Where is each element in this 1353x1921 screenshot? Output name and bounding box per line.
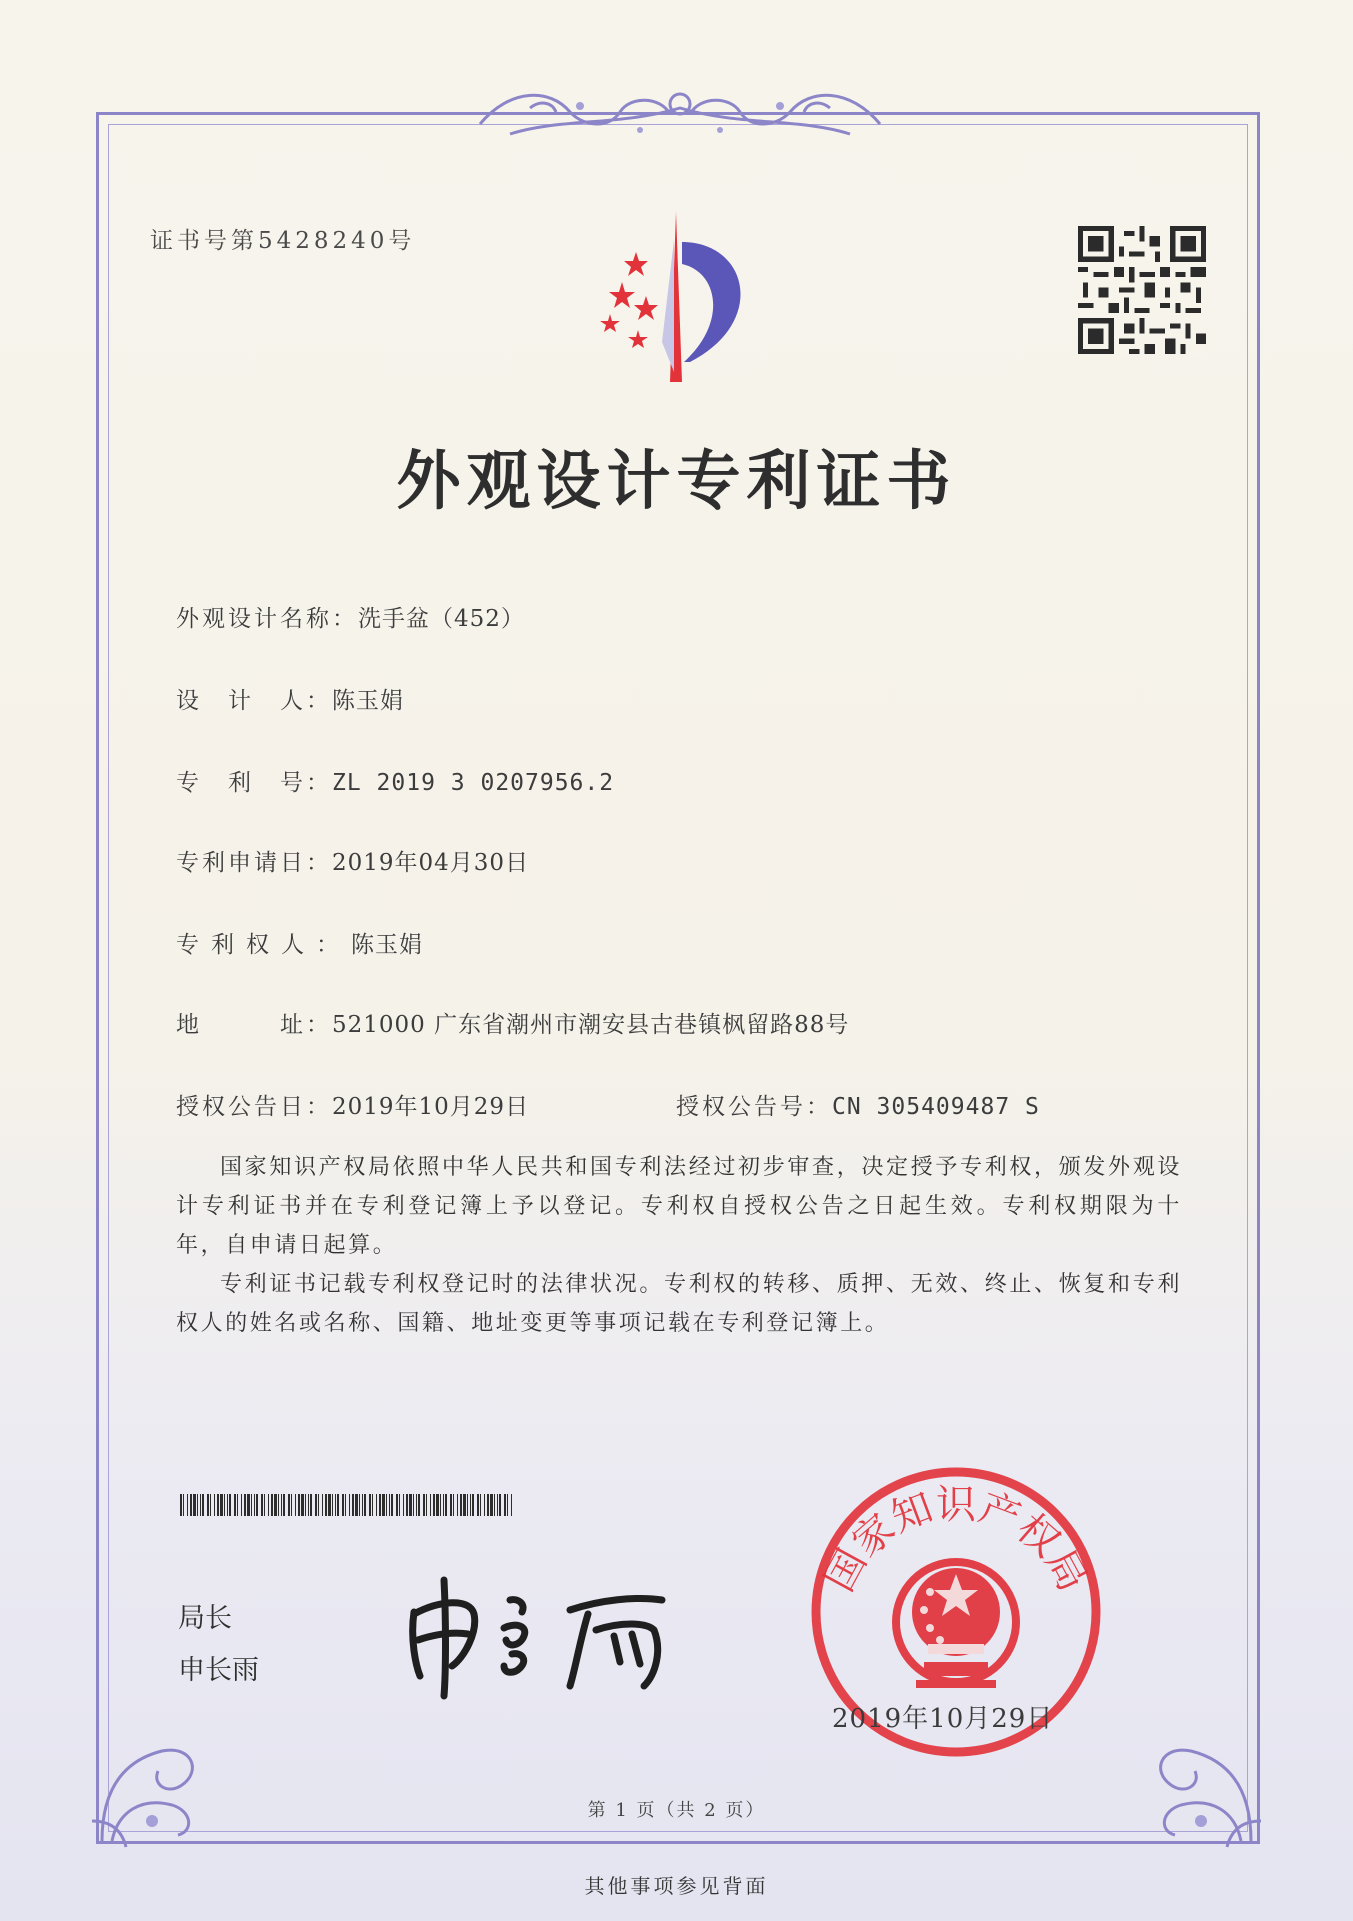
statement-paragraph: 国家知识产权局依照中华人民共和国专利法经过初步审查，决定授予专利权，颁发外观设计专利证书并在专利登记簿上予以登记。专利权自授权公告之日起生效。专利权期限为十年，自申请日起算。 xyxy=(176,1155,1182,1258)
patentee-value: 陈玉娟 xyxy=(351,932,423,958)
address-value: 521000 广东省潮州市潮安县古巷镇枫留路88号 xyxy=(332,1012,850,1038)
barcode-icon xyxy=(180,1494,516,1516)
grant-date-value: 2019年10月29日 xyxy=(332,1094,530,1120)
patent-number-field xyxy=(176,764,614,797)
address-field xyxy=(176,1006,849,1039)
handwritten-signature-icon xyxy=(400,1570,690,1700)
designer-field xyxy=(176,682,404,715)
statement-paragraphs xyxy=(176,1148,1182,1343)
grant-number-label: 授权公告号： xyxy=(676,1094,832,1120)
certificate-number: 证书号第5428240号 xyxy=(150,228,416,254)
application-date-value: 2019年04月30日 xyxy=(332,850,530,876)
patent-number-label: 专 利 号： xyxy=(176,770,332,796)
back-note: 其他事项参见背面 xyxy=(584,1874,769,1898)
design-name-label: 外观设计名称： xyxy=(176,606,358,632)
patentee-label: 专利权人： xyxy=(176,932,351,958)
certificate-title: 外观设计专利证书 xyxy=(396,444,957,519)
corner-ornament-icon xyxy=(1121,1701,1271,1851)
seal-text: 国家知识产权局 xyxy=(816,1482,1096,1599)
design-name-value: 洗手盆（452） xyxy=(358,606,525,632)
top-ornament-icon xyxy=(470,78,890,148)
statement-paragraph: 专利证书记载专利权登记时的法律状况。专利权的转移、质押、无效、终止、恢复和专利权人的姓名或名称、国籍、地址变更等事项记载在专利登记簿上。 xyxy=(176,1272,1182,1336)
signatory-name: 申长雨 xyxy=(178,1655,259,1686)
design-name-field xyxy=(176,600,525,633)
page-number: 第 1 页（共 2 页） xyxy=(587,1800,766,1821)
patent-office-emblem-icon xyxy=(578,212,778,382)
application-date-label: 专利申请日： xyxy=(176,850,332,876)
signatory-title: 局长 xyxy=(178,1603,232,1634)
patentee-field xyxy=(176,926,423,959)
grant-date-field xyxy=(176,1088,529,1121)
address-label: 地 址： xyxy=(176,1012,332,1038)
seal-date: 2019年10月29日 xyxy=(832,1704,1054,1734)
designer-value: 陈玉娟 xyxy=(332,688,404,714)
grant-number-field xyxy=(676,1088,1040,1121)
designer-label: 设 计 人： xyxy=(176,688,332,714)
qr-code-icon xyxy=(1078,226,1206,354)
application-date-field xyxy=(176,844,529,877)
grant-date-label: 授权公告日： xyxy=(176,1094,332,1120)
corner-ornament-icon xyxy=(82,1701,232,1851)
grant-number-value: CN 305409487 S xyxy=(832,1094,1040,1120)
patent-number-value: ZL 2019 3 0207956.2 xyxy=(332,770,615,796)
